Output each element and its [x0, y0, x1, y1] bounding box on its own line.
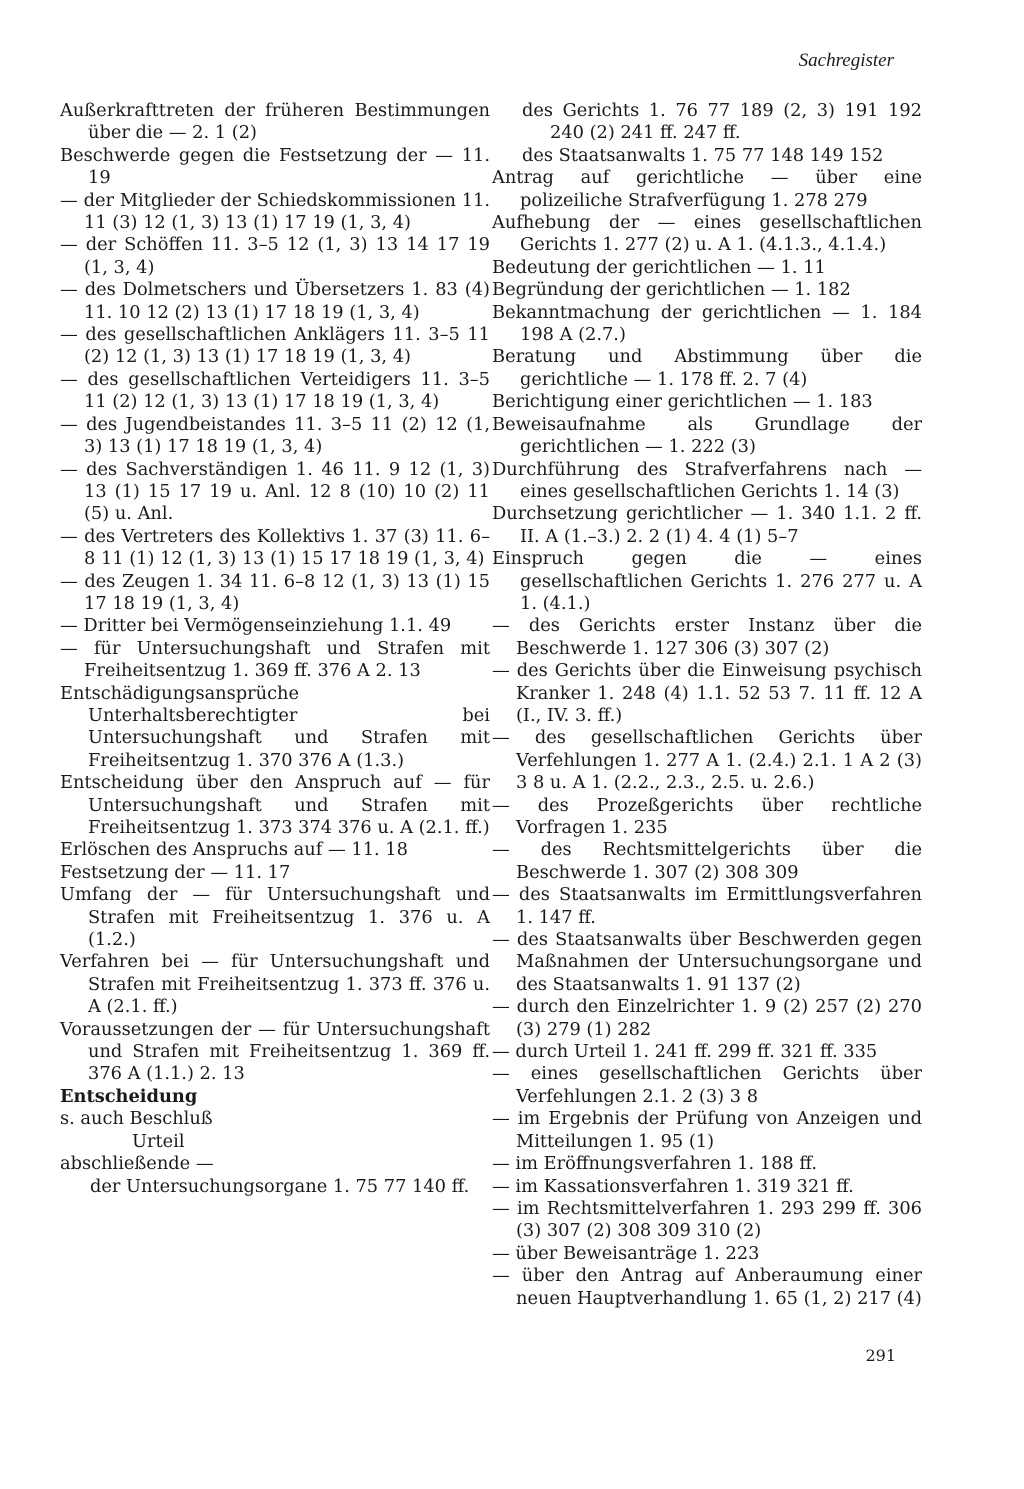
- index-entry: — der Mitglieder der Schiedskommissionen 11. 11 (3) 12 (1, 3) 13 (1) 17 19 (1, 3, 4): [60, 189, 490, 234]
- index-entry: Erlöschen des Anspruchs auf — 11. 18: [60, 839, 408, 861]
- index-entry: Außerkrafttreten der früheren Bestimmungen über die — 2. 1 (2): [60, 100, 490, 144]
- index-entry: — Dritter bei Vermögenseinziehung 1.1. 49: [60, 615, 452, 637]
- index-entry: Verfahren bei — für Untersuchungshaft und Strafen mit Freiheitsentzug 1. 373 ff. 376 u. A (2.1. ff.): [60, 951, 490, 1018]
- index-entry: — des Dolmetschers und Übersetzers 1. 83 (4) 11. 10 12 (2) 13 (1) 17 18 19 (1, 3, 4): [60, 279, 490, 323]
- index-entry: — des Gerichts über die Einweisung psychisch Kranker 1. 248 (4) 1.1. 52 53 7. 11 ff. 12 A (I., IV. 3. ff.): [492, 660, 922, 726]
- index-entry: — über den Antrag auf Anberaumung einer neuen Hauptverhandlung 1. 65 (1, 2) 217 (4): [492, 1265, 922, 1309]
- index-entry: — des Zeugen 1. 34 11. 6–8 12 (1, 3) 13 (1) 15 17 18 19 (1, 3, 4): [60, 570, 490, 614]
- index-entry: — des gesellschaftlichen Gerichts über Verfehlungen 1. 277 A 1. (2.4.) 2.1. 1 A 2 (3) 3 8 u. A 1. (2.2., 2.3., 2.5. u. 2.6.): [492, 727, 922, 794]
- index-entry: Bedeutung der gerichtlichen — 1. 11: [492, 256, 826, 278]
- index-entry: — des Staatsanwalts im Ermittlungsverfahren 1. 147 ff.: [492, 884, 922, 928]
- index-entry: — im Rechtsmittelverfahren 1. 293 299 ff. 306 (3) 307 (2) 308 309 310 (2): [492, 1197, 922, 1242]
- index-entry: Festsetzung der — 11. 17: [60, 861, 291, 883]
- index-entry: — des gesellschaftlichen Anklägers 11. 3–5 11 (2) 12 (1, 3) 13 (1) 17 18 19 (1, 3, 4): [60, 324, 490, 368]
- index-entry: Umfang der — für Untersuchungshaft und Strafen mit Freiheitsentzug 1. 376 u. A (1.2.): [60, 884, 490, 951]
- index-entry: Begründung der gerichtlichen — 1. 182: [492, 279, 851, 301]
- index-entry: — der Schöffen 11. 3–5 12 (1, 3) 13 14 17 19 (1, 3, 4): [60, 234, 490, 278]
- index-entry: — des Staatsanwalts über Beschwerden gegen Maßnahmen der Untersuchungsorgane und des Staatsanwalts 1. 91 137 (2): [492, 929, 922, 995]
- index-entry: Beweisaufnahme als Grundlage der gerichtlichen — 1. 222 (3): [492, 413, 922, 458]
- index-entry: Durchsetzung gerichtlicher — 1. 340 1.1. 2 ff. II. A (1.–3.) 2. 2 (1) 4. 4 (1) 5–7: [492, 503, 922, 547]
- index-entry: — des Prozeßgerichts über rechtliche Vorfragen 1. 235: [492, 794, 922, 838]
- index-entry: Voraussetzungen der — für Untersuchungshaft und Strafen mit Freiheitsentzug 1. 369 ff. 376 A (1.1.) 2. 13: [60, 1018, 490, 1085]
- index-entry: Aufhebung der — eines gesellschaftlichen Gerichts 1. 277 (2) u. A 1. (4.1.3., 4.1.4.): [492, 212, 922, 256]
- index-entry: s. auch Beschluß: [60, 1108, 213, 1130]
- index-entry: Entschädigungsansprüche Unterhaltsberechtigter bei Untersuchungshaft und Strafen mit Freiheitsentzug 1. 370 376 A (1.3.): [60, 682, 490, 771]
- index-entry: Einspruch gegen die — eines gesellschaftlichen Gerichts 1. 276 277 u. A 1. (4.1.): [492, 548, 922, 614]
- index-entry: Berichtigung einer gerichtlichen — 1. 183: [492, 391, 873, 413]
- index-entry: — durch den Einzelrichter 1. 9 (2) 257 (2) 270 (3) 279 (1) 282: [492, 996, 922, 1040]
- index-entry: der Untersuchungsorgane 1. 75 77 140 ff.: [90, 1175, 470, 1197]
- page-number: 291: [865, 1346, 896, 1365]
- index-entry: Beratung und Abstimmung über die gerichtliche — 1. 178 ff. 2. 7 (4): [492, 346, 922, 390]
- index-entry: — über Beweisanträge 1. 223: [492, 1242, 760, 1264]
- running-head: Sachregister: [798, 50, 894, 71]
- index-entry: Bekanntmachung der gerichtlichen — 1. 184 198 A (2.7.): [492, 301, 922, 346]
- index-column-right: [492, 100, 922, 1310]
- index-entry: — im Ergebnis der Prüfung von Anzeigen und Mitteilungen 1. 95 (1): [492, 1108, 922, 1152]
- index-entry: — im Kassationsverfahren 1. 319 321 ff.: [492, 1175, 854, 1197]
- index-entry: — für Untersuchungshaft und Strafen mit Freiheitsentzug 1. 369 ff. 376 A 2. 13: [60, 637, 490, 682]
- index-entry: — im Eröffnungsverfahren 1. 188 ff.: [492, 1153, 818, 1175]
- index-entry: Entscheidung über den Anspruch auf — für Untersuchungshaft und Strafen mit Freiheitsentzug 1. 373 374 376 u. A (2.1. ff.): [60, 772, 490, 838]
- index-entry: — des Jugendbeistandes 11. 3–5 11 (2) 12 (1, 3) 13 (1) 17 18 19 (1, 3, 4): [60, 413, 490, 458]
- index-column-left: [60, 100, 490, 1198]
- index-entry: — des Vertreters des Kollektivs 1. 37 (3) 11. 6–8 11 (1) 12 (1, 3) 13 (1) 15 17 18 19 (1, 3, 4): [60, 525, 490, 570]
- index-entry: — eines gesellschaftlichen Gerichts über Verfehlungen 2.1. 2 (3) 3 8: [492, 1063, 922, 1107]
- index-entry: — des Rechtsmittelgerichts über die Beschwerde 1. 307 (2) 308 309: [492, 839, 922, 883]
- index-entry: abschließende —: [60, 1153, 214, 1175]
- index-entry: — des Gerichts erster Instanz über die Beschwerde 1. 127 306 (3) 307 (2): [492, 615, 922, 659]
- index-entry: — des Sachverständigen 1. 46 11. 9 12 (1, 3) 13 (1) 15 17 19 u. Anl. 12 8 (10) 10 (2) 11 (5) u. Anl.: [60, 458, 490, 525]
- index-entry: Beschwerde gegen die Festsetzung der — 11. 19: [60, 144, 490, 189]
- index-entry: — durch Urteil 1. 241 ff. 299 ff. 321 ff. 335: [492, 1041, 878, 1063]
- index-entry: Urteil: [132, 1130, 185, 1152]
- index-entry: Antrag auf gerichtliche — über eine polizeiliche Strafverfügung 1. 278 279: [492, 167, 922, 211]
- index-entry: Entscheidung: [60, 1085, 198, 1107]
- index-entry: — des gesellschaftlichen Verteidigers 11. 3–5 11 (2) 12 (1, 3) 13 (1) 17 18 19 (1, 3, 4): [60, 368, 490, 413]
- index-entry: des Staatsanwalts 1. 75 77 148 149 152: [522, 144, 884, 166]
- index-entry: Durchführung des Strafverfahrens nach — eines gesellschaftlichen Gerichts 1. 14 (3): [492, 458, 922, 502]
- index-entry: des Gerichts 1. 76 77 189 (2, 3) 191 192 240 (2) 241 ff. 247 ff.: [522, 100, 922, 144]
